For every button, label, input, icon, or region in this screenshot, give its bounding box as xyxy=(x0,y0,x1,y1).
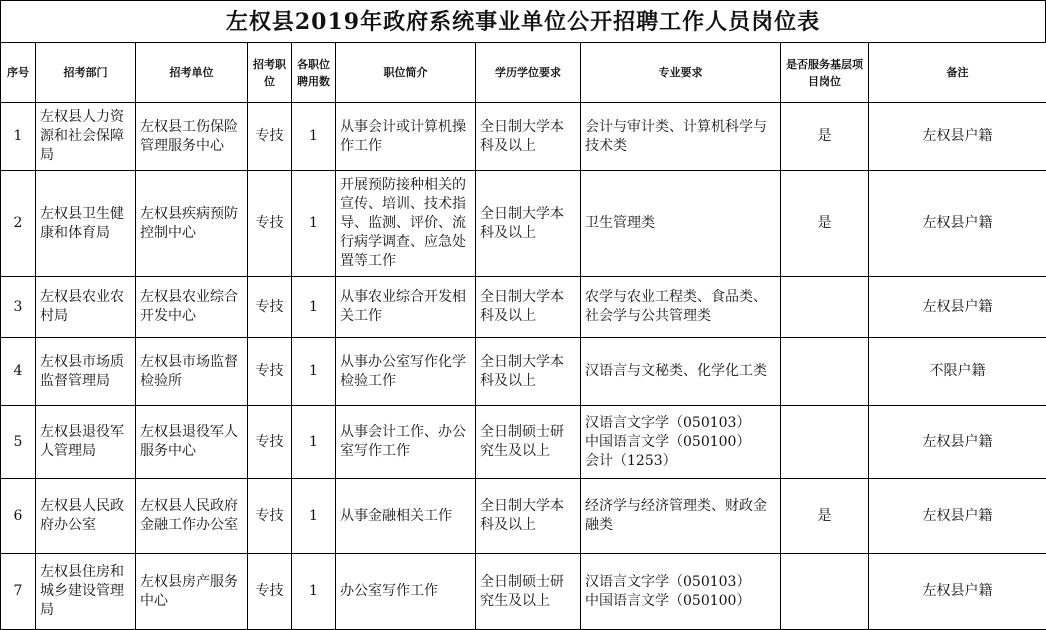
cell-grassroots: 是 xyxy=(781,479,869,554)
cell-dept: 左权县卫生健康和体育局 xyxy=(36,171,136,277)
table-row xyxy=(1,479,1046,554)
header-unit: 招考单位 xyxy=(136,43,248,103)
cell-grassroots: 是 xyxy=(781,171,869,277)
cell-grassroots xyxy=(781,277,869,338)
cell-remark: 左权县户籍 xyxy=(869,554,1046,630)
cell-major: 农学与农业工程类、食品类、社会学与公共管理类 xyxy=(581,277,781,338)
cell-dept: 左权县人力资源和社会保障局 xyxy=(36,103,136,171)
cell-unit: 左权县房产服务中心 xyxy=(136,554,248,630)
header-seq: 序号 xyxy=(1,43,36,103)
cell-count: 1 xyxy=(292,554,336,630)
header-grassroots: 是否服务基层项目岗位 xyxy=(781,43,869,103)
cell-dept: 左权县住房和城乡建设管理局 xyxy=(36,554,136,630)
header-dept: 招考部门 xyxy=(36,43,136,103)
cell-count: 1 xyxy=(292,277,336,338)
cell-seq: 6 xyxy=(1,479,36,554)
cell-post: 专技 xyxy=(248,338,292,406)
cell-desc: 从事办公室写作化学检验工作 xyxy=(336,338,476,406)
cell-dept: 左权县人民政府办公室 xyxy=(36,479,136,554)
cell-post: 专技 xyxy=(248,406,292,479)
positions-table xyxy=(0,42,1046,630)
cell-remark: 左权县户籍 xyxy=(869,277,1046,338)
cell-unit: 左权县工伤保险管理服务中心 xyxy=(136,103,248,171)
cell-major: 汉语言文字学（050103） 中国语言文学（050100） 会计（1253） xyxy=(581,406,781,479)
cell-remark: 左权县户籍 xyxy=(869,171,1046,277)
cell-count: 1 xyxy=(292,103,336,171)
cell-grassroots xyxy=(781,338,869,406)
cell-edu: 全日制大学本科及以上 xyxy=(476,171,581,277)
cell-major: 汉语言与文秘类、化学化工类 xyxy=(581,338,781,406)
cell-count: 1 xyxy=(292,171,336,277)
cell-post: 专技 xyxy=(248,554,292,630)
cell-remark: 左权县户籍 xyxy=(869,406,1046,479)
cell-unit: 左权县疾病预防控制中心 xyxy=(136,171,248,277)
cell-major: 汉语言文字学（050103） 中国语言文学（050100） xyxy=(581,554,781,630)
table-row xyxy=(1,406,1046,479)
cell-edu: 全日制大学本科及以上 xyxy=(476,479,581,554)
cell-unit: 左权县退役军人服务中心 xyxy=(136,406,248,479)
cell-grassroots xyxy=(781,554,869,630)
cell-remark: 左权县户籍 xyxy=(869,479,1046,554)
cell-desc: 从事金融相关工作 xyxy=(336,479,476,554)
header-post: 招考职位 xyxy=(248,43,292,103)
header-desc: 职位简介 xyxy=(336,43,476,103)
cell-remark: 不限户籍 xyxy=(869,338,1046,406)
cell-major: 经济学与经济管理类、财政金融类 xyxy=(581,479,781,554)
cell-edu: 全日制硕士研究生及以上 xyxy=(476,406,581,479)
table-row xyxy=(1,338,1046,406)
cell-edu: 全日制大学本科及以上 xyxy=(476,277,581,338)
cell-unit: 左权县农业综合开发中心 xyxy=(136,277,248,338)
cell-dept: 左权县退役军人管理局 xyxy=(36,406,136,479)
cell-desc: 开展预防接种相关的宣传、培训、技术指导、监测、评价、流行病学调查、应急处置等工作 xyxy=(336,171,476,277)
cell-seq: 1 xyxy=(1,103,36,171)
header-remark: 备注 xyxy=(869,43,1046,103)
cell-count: 1 xyxy=(292,338,336,406)
cell-dept: 左权县农业农村局 xyxy=(36,277,136,338)
cell-edu: 全日制大学本科及以上 xyxy=(476,103,581,171)
header-major: 专业要求 xyxy=(581,43,781,103)
cell-desc: 从事会计工作、办公室写作工作 xyxy=(336,406,476,479)
cell-edu: 全日制大学本科及以上 xyxy=(476,338,581,406)
table-row xyxy=(1,277,1046,338)
cell-edu: 全日制硕士研究生及以上 xyxy=(476,554,581,630)
cell-seq: 7 xyxy=(1,554,36,630)
cell-count: 1 xyxy=(292,406,336,479)
cell-grassroots: 是 xyxy=(781,103,869,171)
cell-major: 卫生管理类 xyxy=(581,171,781,277)
header-edu: 学历学位要求 xyxy=(476,43,581,103)
page-title: 左权县2019年政府系统事业单位公开招聘工作人员岗位表 xyxy=(0,0,1046,42)
cell-seq: 5 xyxy=(1,406,36,479)
cell-seq: 3 xyxy=(1,277,36,338)
cell-grassroots xyxy=(781,406,869,479)
cell-post: 专技 xyxy=(248,171,292,277)
cell-post: 专技 xyxy=(248,479,292,554)
cell-desc: 办公室写作工作 xyxy=(336,554,476,630)
table-row xyxy=(1,103,1046,171)
table-row xyxy=(1,554,1046,630)
cell-desc: 从事会计或计算机操作工作 xyxy=(336,103,476,171)
cell-post: 专技 xyxy=(248,277,292,338)
table-row xyxy=(1,171,1046,277)
cell-unit: 左权县市场监督检验所 xyxy=(136,338,248,406)
cell-count: 1 xyxy=(292,479,336,554)
cell-major: 会计与审计类、计算机科学与技术类 xyxy=(581,103,781,171)
header-count: 各职位聘用数 xyxy=(292,43,336,103)
cell-remark: 左权县户籍 xyxy=(869,103,1046,171)
cell-post: 专技 xyxy=(248,103,292,171)
cell-unit: 左权县人民政府金融工作办公室 xyxy=(136,479,248,554)
table-header-row xyxy=(1,43,1046,103)
cell-seq: 4 xyxy=(1,338,36,406)
cell-desc: 从事农业综合开发相关工作 xyxy=(336,277,476,338)
cell-seq: 2 xyxy=(1,171,36,277)
cell-dept: 左权县市场质监督管理局 xyxy=(36,338,136,406)
